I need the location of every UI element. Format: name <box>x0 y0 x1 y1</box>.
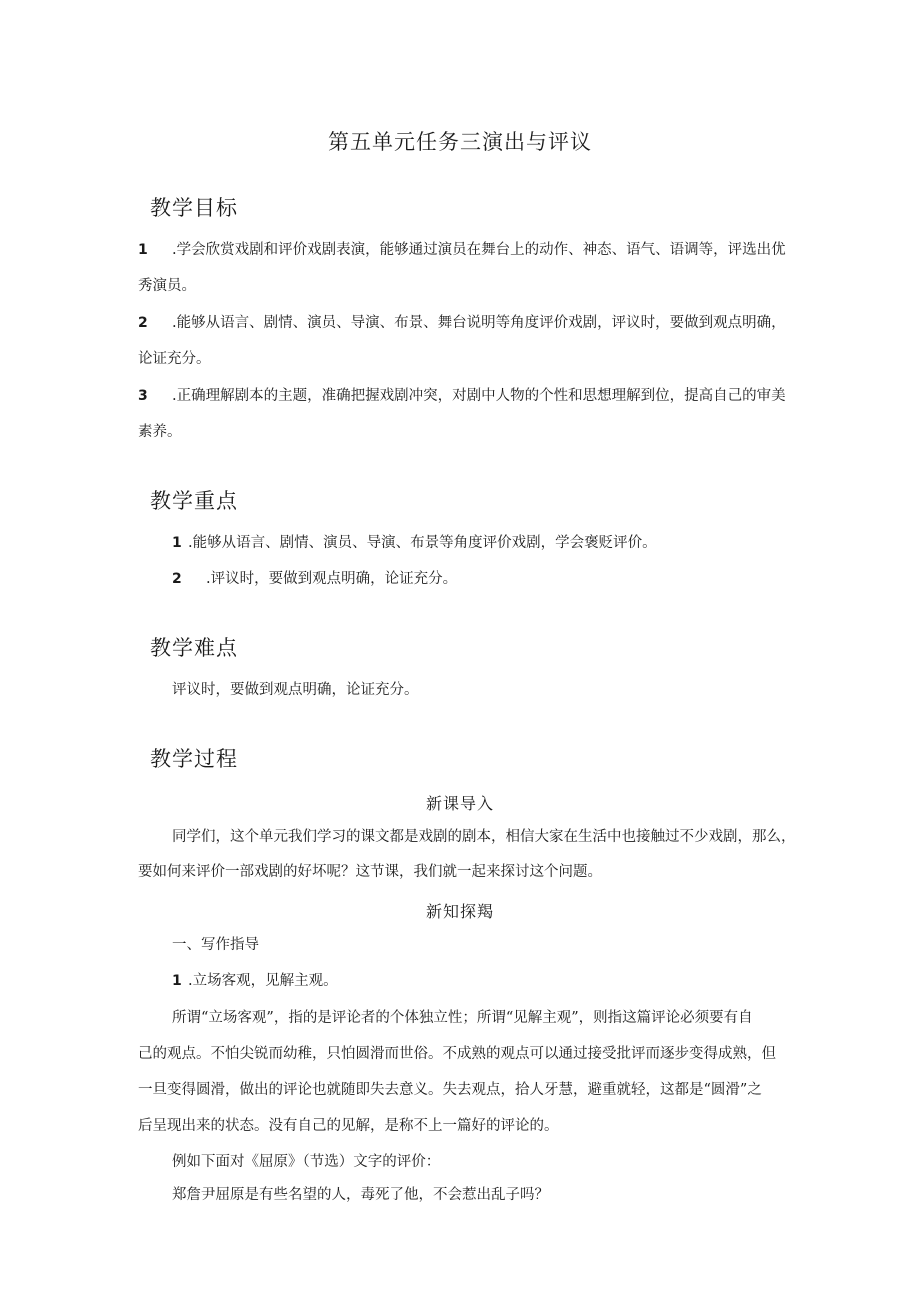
key-point-item-1 <box>172 533 657 553</box>
paragraph-line-4: 后呈现出来的状态。没有自己的见解，是称不上一篇好的评论的。 <box>138 1118 559 1134</box>
intro-paragraph-line-2: 要如何来评价一部戏剧的好坏呢？这节课，我们就一起来探讨这个问题。 <box>138 864 602 880</box>
objective-item-2-cont: 论证充分。 <box>138 351 211 367</box>
key-point-text: .评议时，要做到观点明确，论证充分。 <box>206 571 458 587</box>
section-heading-writing-guide: 一、写作指导 <box>172 937 259 953</box>
intro-subheading: 新课导入 <box>425 794 494 813</box>
objective-number: 3 <box>138 388 148 404</box>
paragraph-line-1: 所谓“立场客观”，指的是评论者的个体独立性；所谓“见解主观”，则指这篇评论必须要有自 <box>172 1010 753 1026</box>
objective-item-2 <box>138 313 786 333</box>
point-number: 1 <box>172 973 182 989</box>
key-point-text: .能够从语言、剧情、演员、导演、布景等角度评价戏剧，学会褒贬评价。 <box>188 535 657 551</box>
objective-item-1-cont: 秀演员。 <box>138 278 196 294</box>
objective-item-3-cont: 素养。 <box>138 424 182 440</box>
explore-subheading: 新知探羯 <box>425 902 494 921</box>
objectives-heading: 教学目标 <box>150 196 238 220</box>
point-1 <box>172 971 338 991</box>
objective-text: .能够从语言、剧情、演员、导演、布景、舞台说明等角度评价戏剧，评议时，要做到观点明确， <box>172 315 786 331</box>
objective-item-1 <box>138 240 786 260</box>
key-points-heading: 教学重点 <box>150 489 238 513</box>
difficulties-heading: 教学难点 <box>150 636 238 660</box>
point-text: .立场客观，见解主观。 <box>188 973 338 989</box>
objective-item-3 <box>138 386 786 406</box>
process-heading: 教学过程 <box>150 747 238 771</box>
intro-paragraph-line-1: 同学们，这个单元我们学习的课文都是戏剧的剧本，相信大家在生活中也接触过不少戏剧，那么， <box>172 829 796 845</box>
objective-number: 2 <box>138 315 148 331</box>
key-point-item-2 <box>172 569 457 589</box>
objective-text: .学会欣赏戏剧和评价戏剧表演，能够通过演员在舞台上的动作、神态、语气、语调等，评选出优 <box>172 242 786 258</box>
objective-number: 1 <box>138 242 148 258</box>
objective-text: .正确理解剧本的主题，准确把握戏剧冲突，对剧中人物的个性和思想理解到位，提高自己的审美 <box>172 388 786 404</box>
key-point-number: 2 <box>172 571 182 587</box>
example-quote: 郑詹尹屈原是有些名望的人，毒死了他，不会惹出乱子吗？ <box>172 1187 549 1203</box>
paragraph-line-2: 己的观点。不怕尖锐而幼稚，只怕圆滑而世俗。不成熟的观点可以通过接受批评而逐步变得成熟，但 <box>138 1046 776 1062</box>
paragraph-line-3: 一旦变得圆滑，做出的评论也就随即失去意义。失去观点，拾人牙慧，避重就轻，这都是“圆滑”之 <box>138 1082 762 1098</box>
document-title: 第五单元任务三演出与评议 <box>328 130 592 154</box>
example-intro: 例如下面对《屈原》（节选）文字的评价： <box>172 1154 441 1170</box>
difficulties-text: 评议时，要做到观点明确，论证充分。 <box>172 682 419 698</box>
key-point-number: 1 <box>172 535 182 551</box>
